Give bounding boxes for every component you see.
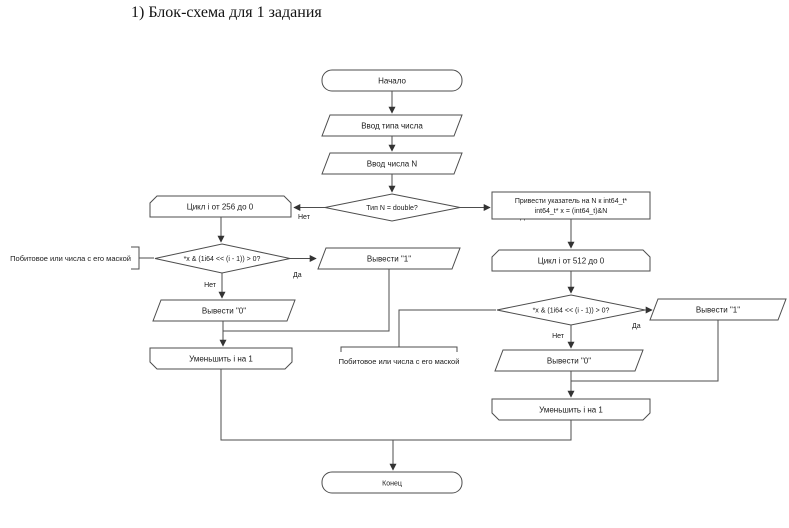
input-type-label: Ввод типа числа: [361, 121, 423, 131]
type-check-label: Тип N = double?: [366, 205, 418, 212]
left-annotation: [10, 247, 154, 269]
right-bit-check-yes-label: Да: [632, 323, 641, 330]
left-annotation-bracket: [131, 247, 139, 269]
right-bit-check-decision: [497, 295, 645, 325]
left-bit-check-label: *x & (1i64 << (i - 1)) > 0?: [183, 256, 261, 263]
loop-256-label: Цикл i от 256 до 0: [186, 202, 254, 212]
left-output-one-label: Вывести "1": [366, 254, 412, 264]
middle-annotation: [339, 310, 496, 366]
loop-512-start: [492, 250, 650, 271]
right-output-zero-label: Вывести "0": [546, 356, 592, 366]
start-terminator: [322, 70, 462, 91]
left-decrement-loop-end: [150, 348, 292, 369]
left-bit-check-no-label: Нет: [204, 282, 216, 289]
input-n-label: Ввод числа N: [366, 159, 418, 169]
type-check-no-label: Нет: [298, 214, 310, 221]
type-check-decision: [325, 194, 460, 221]
end-terminator: [322, 472, 462, 493]
right-decrement-label: Уменьшить i на 1: [539, 405, 603, 415]
right-bit-check-no-label: Нет: [552, 333, 564, 340]
left-bit-check-yes-label: Да: [293, 272, 302, 279]
right-bit-check-label: *x & (1i64 << (i - 1)) > 0?: [532, 307, 610, 315]
right-output-zero-io: [495, 350, 643, 371]
cast-pointer-line1: Привести указатель на N к int64_t*: [514, 198, 628, 205]
cast-pointer-line2: int64_t* x = (int64_t)&N: [534, 208, 608, 215]
input-n-io: [322, 153, 462, 174]
middle-annotation-connector: [399, 310, 496, 347]
right-output-one-io: [650, 299, 786, 320]
left-bit-check-decision: [155, 244, 290, 273]
left-output-zero-io: [153, 300, 295, 321]
loop-512-label: Цикл i от 512 до 0: [537, 256, 605, 266]
page-title: 1) Блок-схема для 1 задания: [131, 4, 322, 21]
right-output-one-label: Вывести "1": [695, 305, 741, 315]
end-label: Конец: [382, 480, 402, 488]
left-annotation-label: Побитовое или числа с его маской: [10, 254, 131, 263]
middle-annotation-label: Побитовое или числа с его маской: [338, 357, 460, 366]
right-decrement-loop-end: [492, 399, 650, 420]
cast-pointer-process: [492, 192, 650, 219]
start-label: Начало: [378, 76, 406, 86]
left-output-one-io: [318, 248, 460, 269]
left-decrement-label: Уменьшить i на 1: [189, 354, 253, 364]
loop-256-start: [150, 196, 291, 217]
left-output-zero-label: Вывести "0": [201, 306, 247, 316]
input-type-io: [322, 115, 462, 136]
middle-annotation-bracket: [341, 347, 457, 352]
